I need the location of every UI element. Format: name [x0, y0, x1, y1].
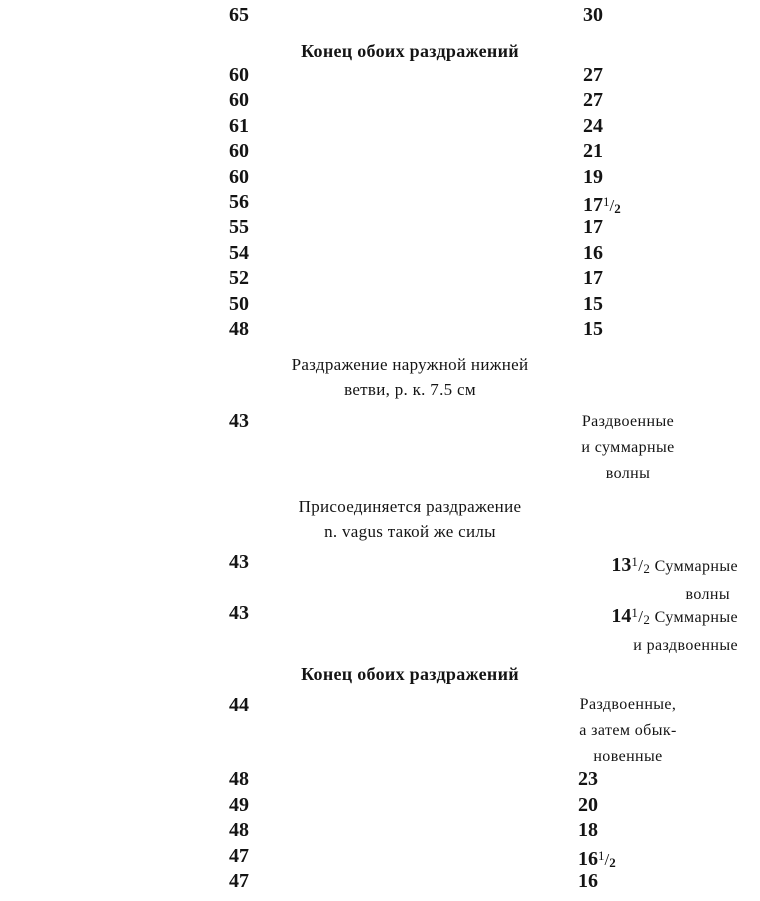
left-value: 60: [229, 140, 249, 162]
note-line: а затем обык-: [579, 722, 677, 739]
wave-note: [518, 600, 738, 659]
fraction-denominator: 2: [643, 612, 651, 627]
fraction-whole: 16: [578, 848, 598, 870]
right-value: 20: [578, 794, 598, 816]
right-value: 24: [583, 115, 603, 137]
note-line: [518, 549, 738, 582]
note-line: Раздвоенные,: [579, 696, 677, 713]
right-value: 18: [578, 819, 598, 841]
right-value: 30: [583, 4, 603, 26]
right-value: 15: [583, 293, 603, 315]
fraction-numerator: 1: [631, 554, 639, 569]
note-line: и раздвоенные: [633, 637, 738, 654]
section-heading-line: Присоединяется раздражение: [298, 497, 522, 516]
right-value: 16: [578, 870, 598, 892]
right-value: 17: [583, 267, 603, 289]
section-heading-line: ветви, р. к. 7.5 см: [344, 380, 476, 399]
fraction-numerator: 1: [598, 848, 605, 863]
note-text: Суммарные: [654, 609, 738, 626]
left-value: 60: [229, 64, 249, 86]
left-value: 48: [229, 768, 249, 790]
fraction-slash: /: [638, 556, 644, 575]
left-value: 65: [229, 4, 249, 26]
note-text: Суммарные: [654, 558, 738, 575]
fraction-numerator: 1: [603, 194, 610, 209]
note-line: новенные: [593, 748, 663, 765]
fraction-denominator: 2: [614, 201, 621, 216]
right-value: 27: [583, 64, 603, 86]
note-line: волны: [685, 586, 730, 603]
note-line: волны: [605, 465, 651, 482]
left-value: 48: [229, 318, 249, 340]
right-value: 21: [583, 140, 603, 162]
left-value: 47: [229, 870, 249, 892]
section-heading: Конец обоих раздражений: [301, 41, 519, 61]
left-value: 43: [229, 551, 249, 573]
fraction-whole: 14: [611, 605, 632, 627]
left-value: 60: [229, 89, 249, 111]
left-value: 43: [229, 602, 249, 624]
right-value: 19: [583, 166, 603, 188]
section-heading-line: n. vagus такой же силы: [324, 522, 496, 541]
fraction-numerator: 1: [631, 605, 639, 620]
fraction-slash: /: [604, 850, 610, 869]
right-value: 16: [583, 242, 603, 264]
left-value: 60: [229, 166, 249, 188]
left-value: 56: [229, 191, 249, 213]
note-line: и суммарные: [581, 439, 675, 456]
right-value: 15: [583, 318, 603, 340]
note-line: Раздвоенные: [581, 413, 675, 430]
fraction-denominator: 2: [609, 855, 616, 870]
left-value: 49: [229, 794, 249, 816]
wave-note: [518, 692, 738, 770]
left-value: 47: [229, 845, 249, 867]
section-heading: Конец обоих раздражений: [301, 664, 519, 684]
left-value: 61: [229, 115, 249, 137]
left-value: 54: [229, 242, 249, 264]
right-value: 23: [578, 768, 598, 790]
left-value: 43: [229, 410, 249, 432]
fraction-whole: 13: [611, 554, 632, 576]
wave-note: [518, 409, 738, 487]
fraction-denominator: 2: [643, 561, 651, 576]
right-value: 27: [583, 89, 603, 111]
left-value: 50: [229, 293, 249, 315]
section-heading-line: Раздражение наружной нижней: [291, 355, 529, 374]
left-value: 48: [229, 819, 249, 841]
fraction-whole: 17: [583, 194, 603, 216]
left-value: 55: [229, 216, 249, 238]
note-line: [518, 600, 738, 633]
left-value: 52: [229, 267, 249, 289]
fraction-slash: /: [609, 196, 615, 215]
right-value: 17: [583, 216, 603, 238]
left-value: 44: [229, 694, 249, 716]
fraction-slash: /: [638, 607, 644, 626]
